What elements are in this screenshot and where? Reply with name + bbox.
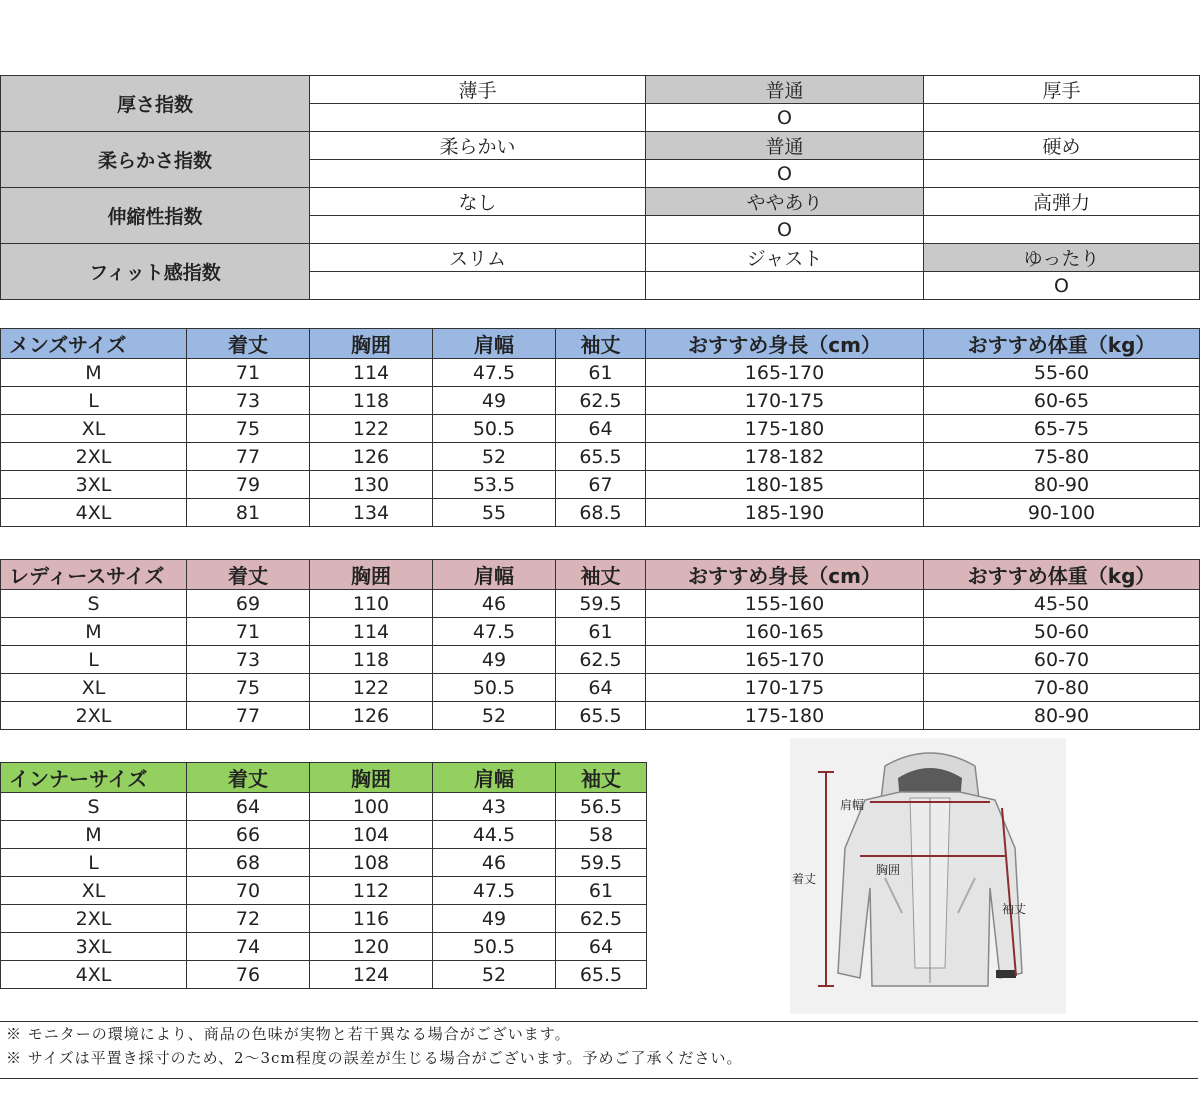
table-cell: 110: [310, 590, 433, 618]
table-cell: 2XL: [1, 443, 187, 471]
index-option: ジャスト: [646, 244, 924, 272]
column-header: 袖丈: [556, 763, 647, 793]
table-cell: 52: [433, 702, 556, 730]
index-option-row: [1, 244, 1200, 272]
column-header: おすすめ体重（kg）: [924, 560, 1200, 590]
table-cell: 68: [187, 849, 310, 877]
table-cell: 165-170: [646, 646, 924, 674]
table-cell: 155-160: [646, 590, 924, 618]
index-mark: [924, 104, 1200, 132]
mens-size-table: [0, 328, 1200, 527]
table-cell: 70-80: [924, 674, 1200, 702]
table-cell: 66: [187, 821, 310, 849]
index-mark: [924, 160, 1200, 188]
index-label: 柔らかさ指数: [1, 132, 310, 188]
table-cell: S: [1, 793, 187, 821]
table-cell: 52: [433, 443, 556, 471]
table-cell: 178-182: [646, 443, 924, 471]
table-cell: 50.5: [433, 415, 556, 443]
table-cell: 77: [187, 702, 310, 730]
index-option: 厚手: [924, 76, 1200, 104]
table-cell: 61: [556, 877, 647, 905]
table-cell: 62.5: [556, 646, 646, 674]
table-cell: 4XL: [1, 961, 187, 989]
index-option: なし: [310, 188, 646, 216]
table-cell: 80-90: [924, 702, 1200, 730]
table-row: [1, 590, 1200, 618]
table-cell: 67: [556, 471, 646, 499]
column-header: おすすめ体重（kg）: [924, 329, 1200, 359]
table-cell: 52: [433, 961, 556, 989]
table-cell: 64: [556, 674, 646, 702]
table-cell: 122: [310, 674, 433, 702]
table-cell: 62.5: [556, 905, 647, 933]
table-cell: 3XL: [1, 471, 187, 499]
table-cell: L: [1, 646, 187, 674]
table-cell: 165-170: [646, 359, 924, 387]
index-label: 伸縮性指数: [1, 188, 310, 244]
table-cell: 45-50: [924, 590, 1200, 618]
table-cell: 80-90: [924, 471, 1200, 499]
table-cell: 75-80: [924, 443, 1200, 471]
table-cell: 108: [310, 849, 433, 877]
index-label: フィット感指数: [1, 244, 310, 300]
table-cell: L: [1, 849, 187, 877]
table-cell: 71: [187, 618, 310, 646]
sleeve-label: 袖丈: [1002, 902, 1027, 916]
table-cell: 74: [187, 933, 310, 961]
index-option: 高弾力: [924, 188, 1200, 216]
table-cell: 126: [310, 702, 433, 730]
table-cell: 75: [187, 674, 310, 702]
table-cell: 53.5: [433, 471, 556, 499]
table-cell: 49: [433, 646, 556, 674]
table-row: [1, 618, 1200, 646]
table-cell: 118: [310, 646, 433, 674]
column-header: レディースサイズ: [1, 560, 187, 590]
table-cell: 134: [310, 499, 433, 527]
index-option-row: [1, 188, 1200, 216]
table-cell: 79: [187, 471, 310, 499]
shoulder-label: 肩幅: [840, 798, 865, 812]
table-cell: 64: [187, 793, 310, 821]
index-mark: O: [646, 160, 924, 188]
table-cell: 124: [310, 961, 433, 989]
table-cell: 170-175: [646, 674, 924, 702]
index-option-row: [1, 76, 1200, 104]
table-cell: 55-60: [924, 359, 1200, 387]
index-mark: [924, 216, 1200, 244]
table-cell: 76: [187, 961, 310, 989]
notes-section: [0, 1021, 1198, 1079]
table-cell: 112: [310, 877, 433, 905]
table-cell: 47.5: [433, 618, 556, 646]
table-row: [1, 877, 647, 905]
table-cell: 73: [187, 646, 310, 674]
table-cell: L: [1, 387, 187, 415]
table-cell: M: [1, 618, 187, 646]
table-cell: 70: [187, 877, 310, 905]
table-cell: 59.5: [556, 849, 647, 877]
table-row: [1, 933, 647, 961]
table-cell: 47.5: [433, 359, 556, 387]
table-cell: 175-180: [646, 702, 924, 730]
table-cell: 65-75: [924, 415, 1200, 443]
column-header: 着丈: [187, 763, 310, 793]
table-row: [1, 821, 647, 849]
table-cell: M: [1, 821, 187, 849]
table-row: [1, 359, 1200, 387]
index-mark: [310, 160, 646, 188]
table-cell: 59.5: [556, 590, 646, 618]
jacket-icon: [790, 738, 1066, 1014]
table-cell: 2XL: [1, 702, 187, 730]
table-cell: 43: [433, 793, 556, 821]
table-cell: 61: [556, 359, 646, 387]
table-cell: XL: [1, 674, 187, 702]
table-cell: 90-100: [924, 499, 1200, 527]
table-cell: 65.5: [556, 961, 647, 989]
table-cell: 122: [310, 415, 433, 443]
table-row: [1, 674, 1200, 702]
table-cell: 56.5: [556, 793, 647, 821]
table-cell: 60-65: [924, 387, 1200, 415]
table-row: [1, 443, 1200, 471]
column-header: 胸囲: [310, 763, 433, 793]
table-cell: XL: [1, 877, 187, 905]
table-cell: 47.5: [433, 877, 556, 905]
column-header: 胸囲: [310, 560, 433, 590]
index-option: スリム: [310, 244, 646, 272]
ladies-header-row: [1, 560, 1200, 590]
index-option: 硬め: [924, 132, 1200, 160]
table-cell: 50-60: [924, 618, 1200, 646]
table-cell: 55: [433, 499, 556, 527]
column-header: おすすめ身長（cm）: [646, 329, 924, 359]
table-cell: 73: [187, 387, 310, 415]
table-row: [1, 961, 647, 989]
length-label: 着丈: [792, 872, 817, 886]
mens-header-row: [1, 329, 1200, 359]
table-cell: 114: [310, 359, 433, 387]
table-cell: 50.5: [433, 933, 556, 961]
index-mark: [310, 216, 646, 244]
index-option-row: [1, 132, 1200, 160]
index-option: 普通: [646, 76, 924, 104]
table-cell: 61: [556, 618, 646, 646]
table-cell: XL: [1, 415, 187, 443]
table-cell: 71: [187, 359, 310, 387]
table-cell: 64: [556, 415, 646, 443]
table-cell: 69: [187, 590, 310, 618]
index-mark: O: [646, 104, 924, 132]
table-cell: 120: [310, 933, 433, 961]
table-row: [1, 499, 1200, 527]
table-row: [1, 905, 647, 933]
index-mark: O: [646, 216, 924, 244]
table-cell: 77: [187, 443, 310, 471]
index-mark: O: [924, 272, 1200, 300]
ladies-size-table: [0, 559, 1200, 730]
table-cell: 114: [310, 618, 433, 646]
index-option: 薄手: [310, 76, 646, 104]
table-cell: 4XL: [1, 499, 187, 527]
jacket-measurement-diagram: [790, 738, 1066, 1014]
index-option: 普通: [646, 132, 924, 160]
table-row: [1, 793, 647, 821]
fabric-index-table: [0, 75, 1200, 300]
column-header: 肩幅: [433, 560, 556, 590]
chest-label: 胸囲: [876, 863, 901, 877]
table-cell: M: [1, 359, 187, 387]
column-header: メンズサイズ: [1, 329, 187, 359]
inner-header-row: [1, 763, 647, 793]
table-cell: 44.5: [433, 821, 556, 849]
table-cell: 65.5: [556, 702, 646, 730]
index-mark: [310, 272, 646, 300]
table-cell: 126: [310, 443, 433, 471]
index-mark: [646, 272, 924, 300]
table-cell: 50.5: [433, 674, 556, 702]
note-line: ※ サイズは平置き採寸のため、2～3cm程度の誤差が生じる場合がございます。予めご了承ください。: [6, 1049, 743, 1067]
table-cell: 130: [310, 471, 433, 499]
table-cell: 62.5: [556, 387, 646, 415]
column-header: 肩幅: [433, 763, 556, 793]
table-cell: 118: [310, 387, 433, 415]
table-cell: 2XL: [1, 905, 187, 933]
table-cell: 185-190: [646, 499, 924, 527]
table-cell: 170-175: [646, 387, 924, 415]
table-cell: 3XL: [1, 933, 187, 961]
table-row: [1, 387, 1200, 415]
table-cell: 104: [310, 821, 433, 849]
table-row: [1, 471, 1200, 499]
table-cell: 58: [556, 821, 647, 849]
index-option: 柔らかい: [310, 132, 646, 160]
table-row: [1, 849, 647, 877]
index-option: ややあり: [646, 188, 924, 216]
table-row: [1, 702, 1200, 730]
note-line: ※ モニターの環境により、商品の色味が実物と若干異なる場合がございます。: [6, 1025, 571, 1043]
table-cell: 100: [310, 793, 433, 821]
table-cell: 180-185: [646, 471, 924, 499]
column-header: 袖丈: [556, 329, 646, 359]
table-cell: 49: [433, 387, 556, 415]
table-cell: 81: [187, 499, 310, 527]
table-cell: 46: [433, 849, 556, 877]
index-mark: [310, 104, 646, 132]
table-cell: 46: [433, 590, 556, 618]
table-cell: 49: [433, 905, 556, 933]
column-header: 胸囲: [310, 329, 433, 359]
table-cell: 68.5: [556, 499, 646, 527]
column-header: 袖丈: [556, 560, 646, 590]
table-cell: S: [1, 590, 187, 618]
table-cell: 75: [187, 415, 310, 443]
table-cell: 65.5: [556, 443, 646, 471]
column-header: 着丈: [187, 329, 310, 359]
table-row: [1, 646, 1200, 674]
inner-size-table: [0, 762, 647, 989]
column-header: 肩幅: [433, 329, 556, 359]
column-header: おすすめ身長（cm）: [646, 560, 924, 590]
index-label: 厚さ指数: [1, 76, 310, 132]
column-header: インナーサイズ: [1, 763, 187, 793]
table-cell: 72: [187, 905, 310, 933]
table-cell: 160-165: [646, 618, 924, 646]
table-cell: 116: [310, 905, 433, 933]
column-header: 着丈: [187, 560, 310, 590]
table-row: [1, 415, 1200, 443]
index-option: ゆったり: [924, 244, 1200, 272]
table-cell: 64: [556, 933, 647, 961]
table-cell: 60-70: [924, 646, 1200, 674]
table-cell: 175-180: [646, 415, 924, 443]
